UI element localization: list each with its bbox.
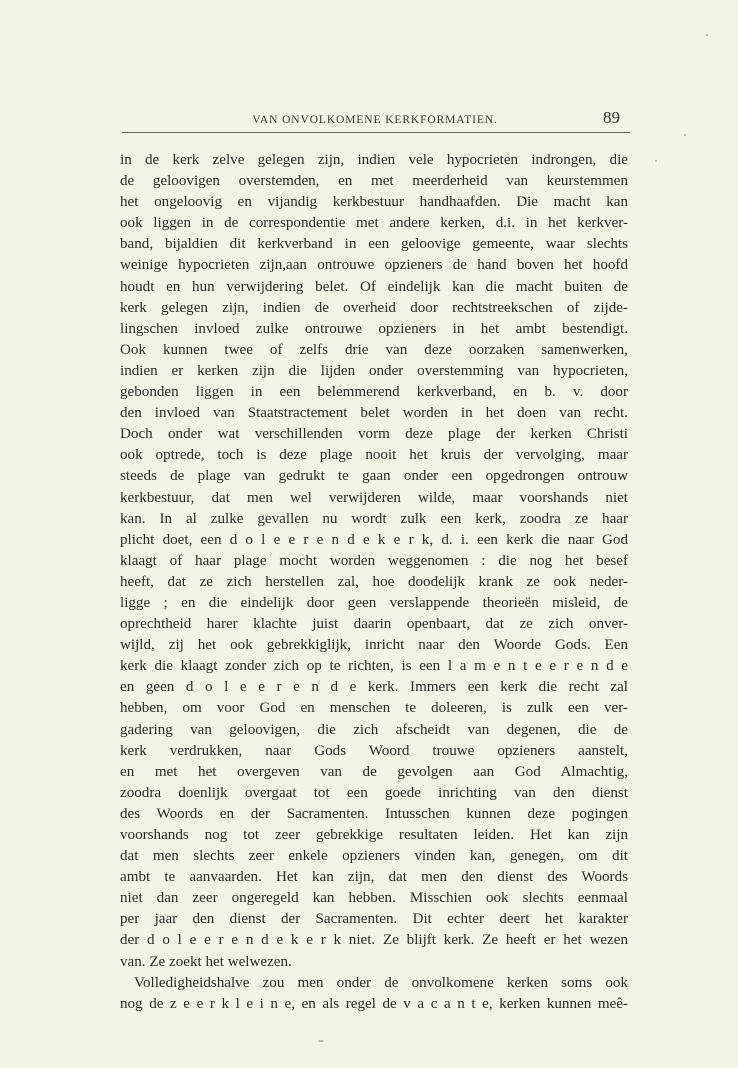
page-number: 89 [603, 108, 620, 127]
text-line: van. Ze zoekt het welwezen. [120, 953, 292, 970]
text-line: Doch onder wat verschillenden vorm deze plage der kerken Christi [120, 426, 628, 443]
text-line: zoodra doenlijk overgaat tot een goede inrichting van den dienst [120, 784, 628, 801]
text-line: nog de z e e r k l e i n e, en als regel de v a c a n t e, kerken kunnen meê- [120, 995, 628, 1012]
text-line: indien er kerken zijn die lijden onder overstemming van hypocrieten, [120, 362, 628, 379]
text-line: weinige hypocrieten zijn,aan ontrouwe opzieners de hand boven het hoofd [120, 257, 628, 274]
text-line: niet dan zeer ongeregeld kan hebben. Misschien ook slechts eenmaal [120, 890, 628, 907]
running-title: VAN ONVOLKOMENE KERKFORMATIEN. [252, 114, 498, 126]
text-line: in de kerk zelve gelegen zijn, indien vele hypocrieten indrongen, die [120, 152, 628, 168]
text-line: Volledigheidshalve zou men onder de onvolkomene kerken soms ook [134, 974, 628, 991]
text-line: dat men slechts zeer enkele opzieners vinden kan, genegen, om dit [120, 848, 628, 865]
text-line: den invloed van Staatstractement belet worden in het doen van recht. [120, 405, 628, 422]
text-line: het ongeloovig en vijandig kerkbestuur handhaafden. Die macht kan [120, 194, 628, 211]
text-line: en geen d o l e e r e n d e kerk. Immers een kerk die recht zal [120, 679, 628, 696]
text-line: ook optrede, toch is deze plage nooit het kruis der vervolging, maar [120, 447, 628, 464]
header-rule [122, 132, 630, 133]
paper-speck [684, 134, 686, 136]
text-line: kerkbestuur, dat men wel verwijderen wilde, maar voorshands niet [120, 489, 628, 506]
text-line: band, bijaldien dit kerkverband in een geloovige gemeente, waar slechts [120, 236, 628, 253]
text-line: lingschen invloed zulke ontrouwe opzieners in het ambt bestendigt. [120, 320, 628, 337]
text-line: voorshands nog tot zeer gebrekkige resultaten leiden. Het kan zijn [120, 827, 628, 843]
text-line: der d o l e e r e n d e k e r k niet. Ze blijft kerk. Ze heeft er het wezen [120, 932, 628, 949]
paper-speck [706, 34, 708, 36]
text-line: de geloovigen overstemden, en met meerderheid van keurstemmen [120, 173, 628, 190]
body-text [120, 150, 628, 1015]
text-line: klaagt of haar plage mocht worden weggenomen : die nog het besef [120, 552, 628, 569]
paper-speck [655, 160, 657, 162]
text-line: gadering van geloovigen, die zich afscheidt van degenen, die de [120, 721, 628, 738]
text-line: hebben, om voor God en menschen te doleeren, is zulk een ver- [120, 700, 628, 717]
text-line: gebonden liggen in een belemmerend kerkverband, en b. v. door [120, 384, 628, 401]
text-line: per jaar den dienst der Sacramenten. Dit echter deert het karakter [120, 911, 628, 928]
text-line: ook liggen in de correspondentie met andere kerken, d.i. in het kerkver- [120, 215, 628, 232]
text-line: plicht doet, een d o l e e r e n d e k e r k, d. i. een kerk die naar God [120, 531, 628, 548]
text-line: kan. In al zulke gevallen nu wordt zulk een kerk, zoodra ze haar [120, 510, 628, 527]
text-line: kerk gelegen zijn, indien de overheid door rechtstreekschen of zijde- [120, 299, 628, 316]
text-line: wijld, zij het ook gebrekkiglijk, inricht naar den Woorde Gods. Een [120, 637, 628, 654]
text-line: kerk verdrukken, naar Gods Woord trouwe opzieners aanstelt, [120, 742, 628, 759]
text-line: houdt en hun verwijdering belet. Of eindelijk kan die macht buiten de [120, 278, 628, 295]
text-line: oprechtheid harer klachte juist daarin openbaart, dat ze zich onver- [120, 616, 628, 633]
paper-speck [318, 1040, 324, 1042]
text-line: steeds de plage van gedrukt te gaan onder een opgedrongen ontrouw [120, 468, 628, 485]
text-line: ambt te aanvaarden. Het kan zijn, dat men den dienst des Woords [120, 869, 628, 886]
text-line: des Woords en der Sacramenten. Intusschen kunnen deze pogingen [120, 805, 628, 822]
text-line: kerk die klaagt zonder zich op te richten, is een l a m e n t e e r e n d e [120, 658, 628, 675]
text-line: Ook kunnen twee of zelfs drie van deze oorzaken samenwerken, [120, 341, 628, 358]
text-line: en met het overgeven van de gevolgen aan God Almachtig, [120, 763, 628, 780]
text-line: heeft, dat ze zich herstellen zal, hoe doodelijk krank ze ook neder- [120, 573, 628, 590]
text-line: ligge ; en die eindelijk door geen verslappende theorieën misleid, de [120, 594, 628, 611]
page-header [122, 108, 628, 132]
